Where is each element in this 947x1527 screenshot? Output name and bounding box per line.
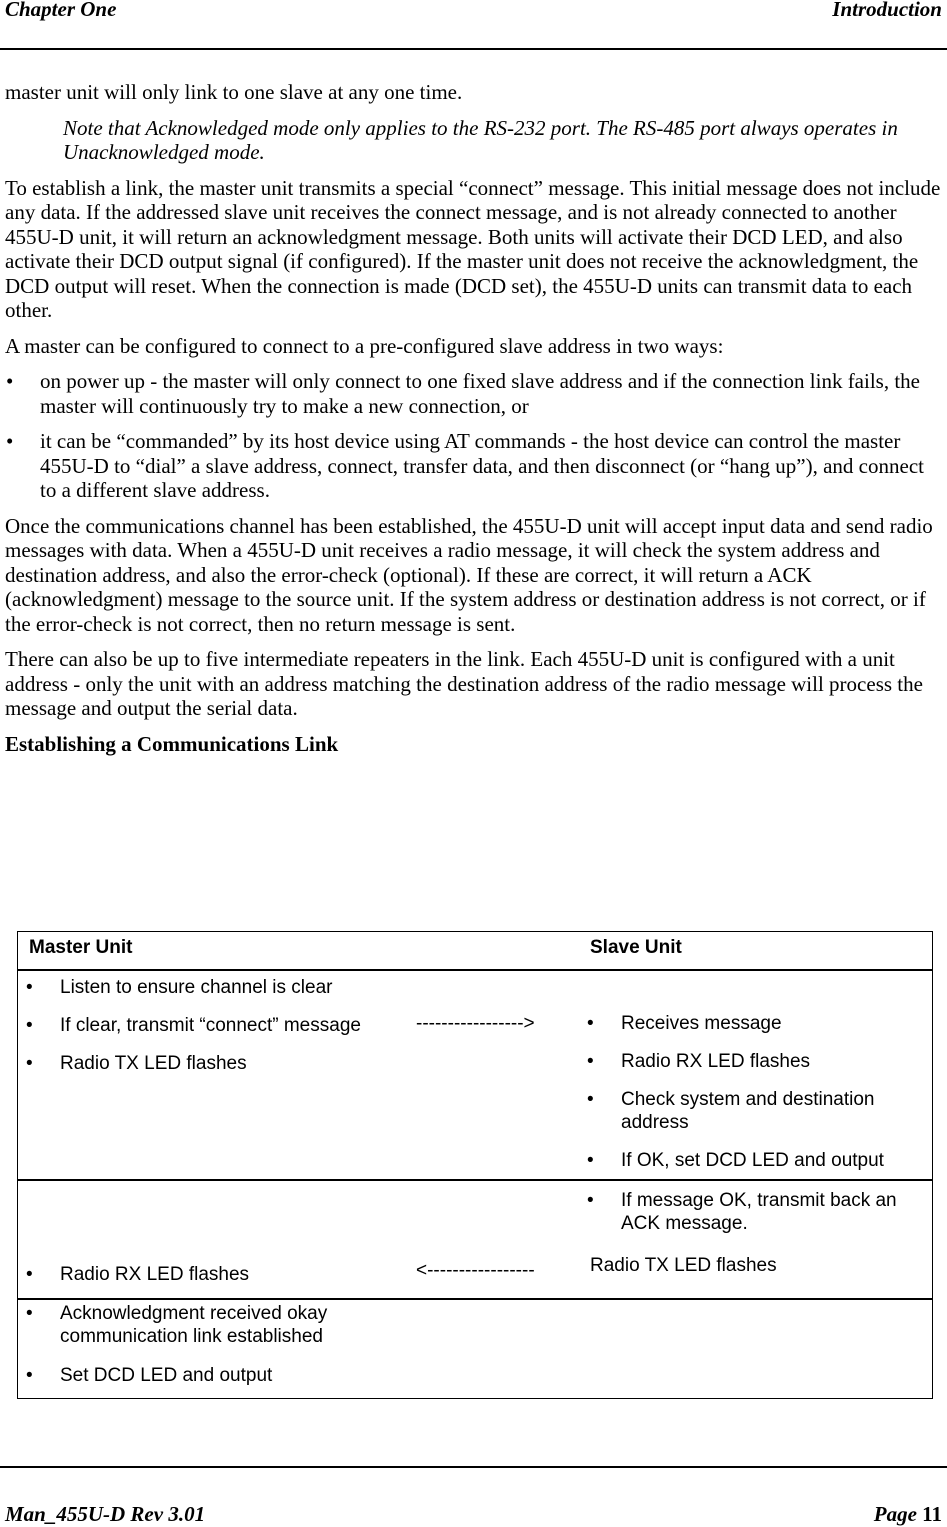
bullet-icon: •	[587, 1150, 594, 1171]
bullet-icon: •	[587, 1051, 594, 1072]
page-header	[5, 0, 942, 24]
paragraph: To establish a link, the master unit transmits a special “connect” message. This initial message does not include any data. If the addressed slave unit receives the connect message, and is not already connected to another 455U-D unit, it will return an acknowledgment message. Both units will activate their DCD LED, and also activate their DCD output signal (if configured). If the master unit does not receive the acknowledgment, the DCD output will reset. When the connection is made (DCD set), the 455U-D units can transmit data to each other.	[5, 175, 941, 322]
bullet-icon: •	[26, 1365, 33, 1386]
table-bullet: • If message OK, transmit back an ACK message.	[587, 1190, 897, 1234]
table-bullet: • Check system and destination address	[587, 1089, 875, 1133]
slave-text: Radio TX LED flashes	[590, 1255, 777, 1276]
column-header-slave: Slave Unit	[590, 937, 682, 958]
table-bullet: • Set DCD LED and output	[26, 1365, 273, 1386]
arrow-to-slave: ----------------->	[416, 1013, 535, 1034]
arrow-to-master: <-----------------	[416, 1260, 535, 1281]
bullet-icon: •	[26, 1264, 33, 1285]
bullet-icon: •	[587, 1089, 594, 1110]
table-bullet: • Radio RX LED flashes	[587, 1051, 811, 1072]
body-text	[5, 80, 945, 767]
table-bullet: • If OK, set DCD LED and output	[587, 1150, 884, 1171]
bullet-icon: •	[6, 429, 14, 453]
manual-revision: Man_455U-D Rev 3.01	[5, 1502, 206, 1526]
bullet-icon: •	[26, 1053, 33, 1074]
page-number: Page 11	[873, 1502, 942, 1526]
bullet-item: • on power up - the master will only connect to one fixed slave address and if the connection link fails, the master will continuously try to make a new connection, or	[6, 369, 921, 418]
paragraph: Once the communications channel has been established, the 455U-D unit will accept input data and send radio messages with data. When a 455U-D unit receives a radio message, it will check the system address and destination address, and also the error-check (optional). If these are correct, it will return a ACK (acknowledgment) message to the source unit. If the system address or destination address is not correct, or if the error-check is not correct, then no return message is sent.	[5, 513, 933, 636]
table-bullet: • Radio RX LED flashes	[26, 1264, 250, 1285]
chapter-label: Chapter One	[5, 0, 117, 21]
bullet-icon: •	[587, 1190, 594, 1211]
header-divider	[18, 969, 932, 971]
section-heading: Establishing a Communications Link	[5, 731, 339, 756]
header-rule	[0, 48, 947, 50]
column-header-master: Master Unit	[29, 937, 133, 958]
row-divider	[18, 1298, 932, 1300]
section-label: Introduction	[832, 0, 942, 21]
footer-rule	[0, 1466, 947, 1468]
bullet-icon: •	[587, 1013, 594, 1034]
bullet-icon: •	[26, 977, 33, 998]
bullet-icon: •	[26, 1015, 33, 1036]
bullet-item: • it can be “commanded” by its host device using AT commands - the host device can control the master 455U-D to “dial” a slave address, connect, transfer data, and then disconnect (or “hang up”), and connect to a different slave address.	[6, 429, 924, 502]
table-bullet: • Receives message	[587, 1013, 782, 1034]
bullet-icon: •	[26, 1303, 33, 1324]
paragraph: A master can be configured to connect to a pre-configured slave address in two ways:	[5, 333, 724, 358]
bullet-icon: •	[6, 369, 14, 393]
paragraph: There can also be up to five intermediate repeaters in the link. Each 455U-D unit is configured with a unit address - only the unit with an address matching the destination address of the radio message will process the message and output the serial data.	[5, 647, 923, 720]
paragraph: master unit will only link to one slave at any one time.	[5, 80, 463, 104]
table-bullet: • Radio TX LED flashes	[26, 1053, 247, 1074]
table-bullet: • If clear, transmit “connect” message	[26, 1015, 361, 1036]
note-paragraph: Note that Acknowledged mode only applies to the RS-232 port. The RS-485 port always operates in Unacknowledged mode.	[63, 115, 898, 164]
row-divider	[18, 1179, 932, 1181]
link-sequence-table	[17, 931, 933, 1399]
table-bullet: • Acknowledgment received okay communication link established	[26, 1303, 328, 1347]
table-bullet: • Listen to ensure channel is clear	[26, 977, 333, 998]
